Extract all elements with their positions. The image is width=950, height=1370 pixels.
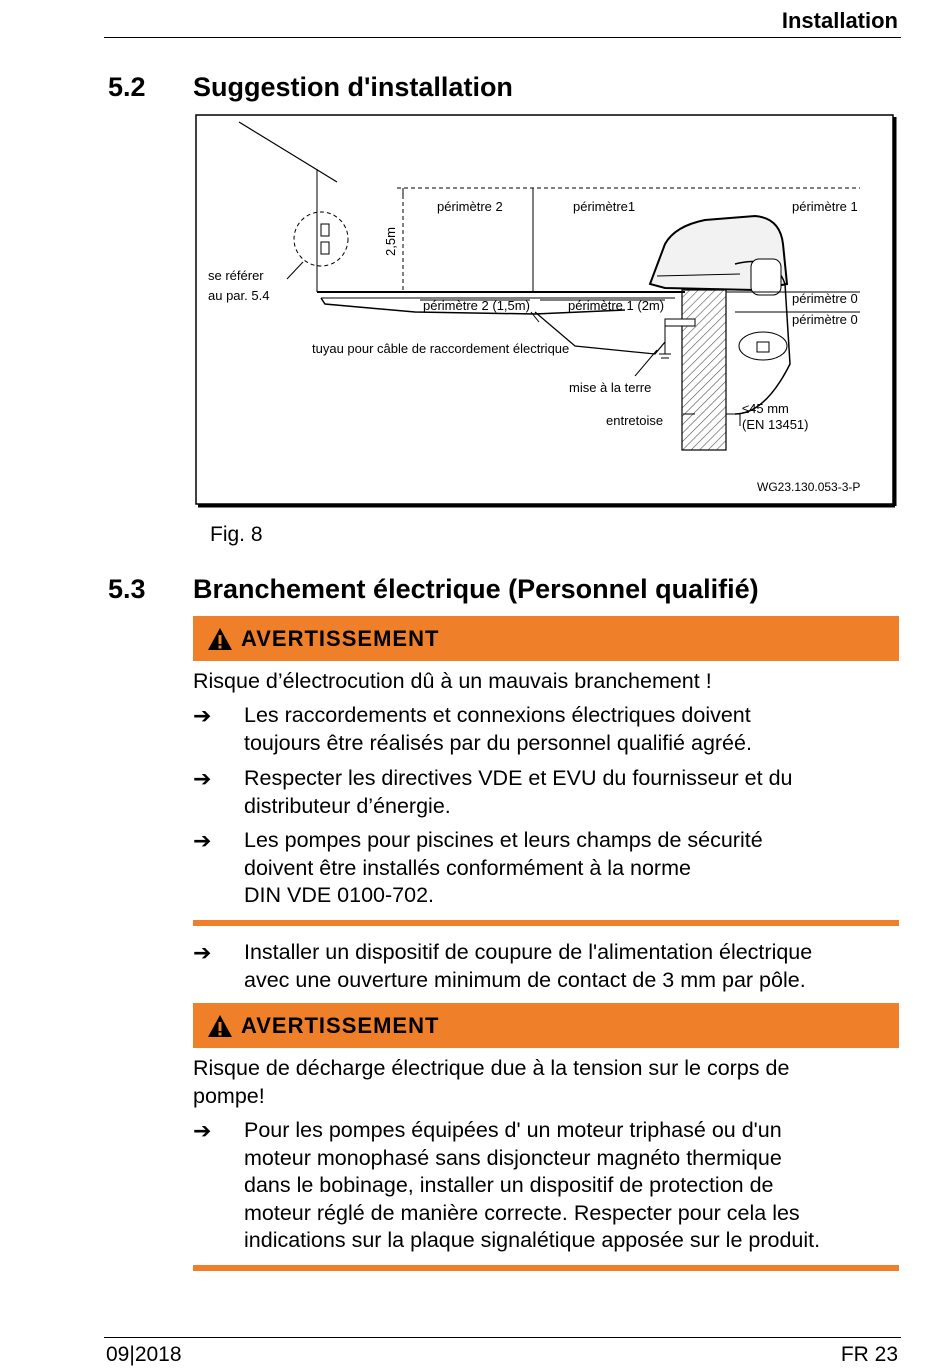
list-item-line: Installer un dispositif de coupure de l'alimentation électrique (244, 940, 813, 964)
footer-date: 09|2018 (106, 1343, 182, 1366)
list-item-line: indications sur la plaque signalétique apposée sur le produit. (244, 1228, 821, 1252)
perim1-right-label: périmètre 1 (792, 199, 858, 214)
list-item (193, 765, 899, 820)
list-item-line: toujours être réalisés par du personnel qualifié agréé. (244, 730, 752, 755)
header-rule (104, 37, 901, 38)
norm-label: (EN 13451) (742, 417, 809, 432)
arrow-right-icon: ➔ (193, 828, 212, 853)
earth-label: mise à la terre (569, 380, 652, 395)
list-item-line: avec une ouverture minimum de contact de 3 mm par pôle. (244, 967, 806, 992)
warning-triangle-icon (207, 1014, 233, 1038)
perim1-top-label: périmètre1 (573, 199, 636, 214)
warning-text-line: Risque de décharge électrique due à la tension sur le corps de (193, 1056, 790, 1080)
arrow-right-icon: ➔ (193, 940, 212, 965)
arrow-right-icon: ➔ (193, 703, 212, 728)
section-title-2: Branchement électrique (Personnel qualifié) (193, 574, 759, 604)
figure-caption: Fig. 8 (210, 523, 263, 546)
warning-text: Risque d’électrocution dû à un mauvais branchement ! (193, 669, 712, 693)
list-item-line: Les pompes pour piscines et leurs champs de sécurité (244, 828, 763, 852)
list-item-line: Respecter les directives VDE et EVU du fournisseur et du (244, 766, 793, 790)
list-item-line: moteur réglé de manière correcte. Respecter pour cela les (244, 1200, 800, 1225)
height-label: 2,5m (383, 227, 398, 256)
list-item-line: dans le bobinage, installer un dispositif de protection de (244, 1173, 774, 1197)
refer-label: se référer (208, 268, 264, 283)
distance-label: ≤45 mm (742, 401, 789, 416)
figure-frame (196, 115, 893, 504)
warning-text-2 (193, 1055, 899, 1110)
list-item (193, 702, 899, 757)
warning-banner (193, 616, 899, 661)
warning-end-rule-2 (193, 1265, 899, 1271)
warning-label: AVERTISSEMENT (241, 1012, 440, 1038)
section-number-2: 5.3 (108, 574, 146, 604)
spacer-label: entretoise (606, 413, 664, 428)
warning-label: AVERTISSEMENT (241, 625, 440, 651)
list-item-line: doivent être installés conformément à la norme (244, 855, 691, 880)
perim1-low-label: périmètre 1 (2m) (568, 298, 665, 313)
refer-label-2: au par. 5.4 (208, 288, 270, 303)
installation-diagram (195, 114, 897, 510)
cable-label: tuyau pour câble de raccordement électrique (312, 341, 570, 356)
list-item-line: Les raccordements et connexions électriques doivent (244, 703, 751, 727)
footer-rule (104, 1337, 901, 1338)
list-item-line: moteur monophasé sans disjoncteur magnéto thermique (244, 1145, 782, 1170)
drawing-ref: WG23.130.053-3-P (757, 480, 861, 494)
list-item-line: distributeur d’énergie. (244, 793, 451, 818)
perim0-label-a: périmètre 0 (792, 291, 858, 306)
section-number: 5.2 (108, 72, 146, 102)
running-header: Installation (781, 8, 898, 33)
arrow-right-icon: ➔ (193, 766, 212, 791)
warning-banner-2 (193, 1003, 899, 1048)
page-number: FR 23 (840, 1343, 898, 1366)
perim0-label-b: périmètre 0 (792, 312, 858, 327)
list-item (193, 827, 899, 910)
warning-end-rule (193, 920, 899, 926)
arrow-right-icon: ➔ (193, 1118, 212, 1143)
warning-triangle-icon (207, 627, 233, 651)
list-item-line: Pour les pompes équipées d' un moteur triphasé ou d'un (244, 1118, 782, 1142)
list-item-line: DIN VDE 0100-702. (244, 883, 435, 907)
perim2-low-label: périmètre 2 (1,5m) (423, 298, 530, 313)
perim2-top-label: périmètre 2 (437, 199, 503, 214)
warning-text-line: pompe! (193, 1083, 265, 1108)
list-item (193, 1117, 899, 1255)
list-item (193, 939, 899, 994)
section-title: Suggestion d'installation (193, 72, 513, 102)
